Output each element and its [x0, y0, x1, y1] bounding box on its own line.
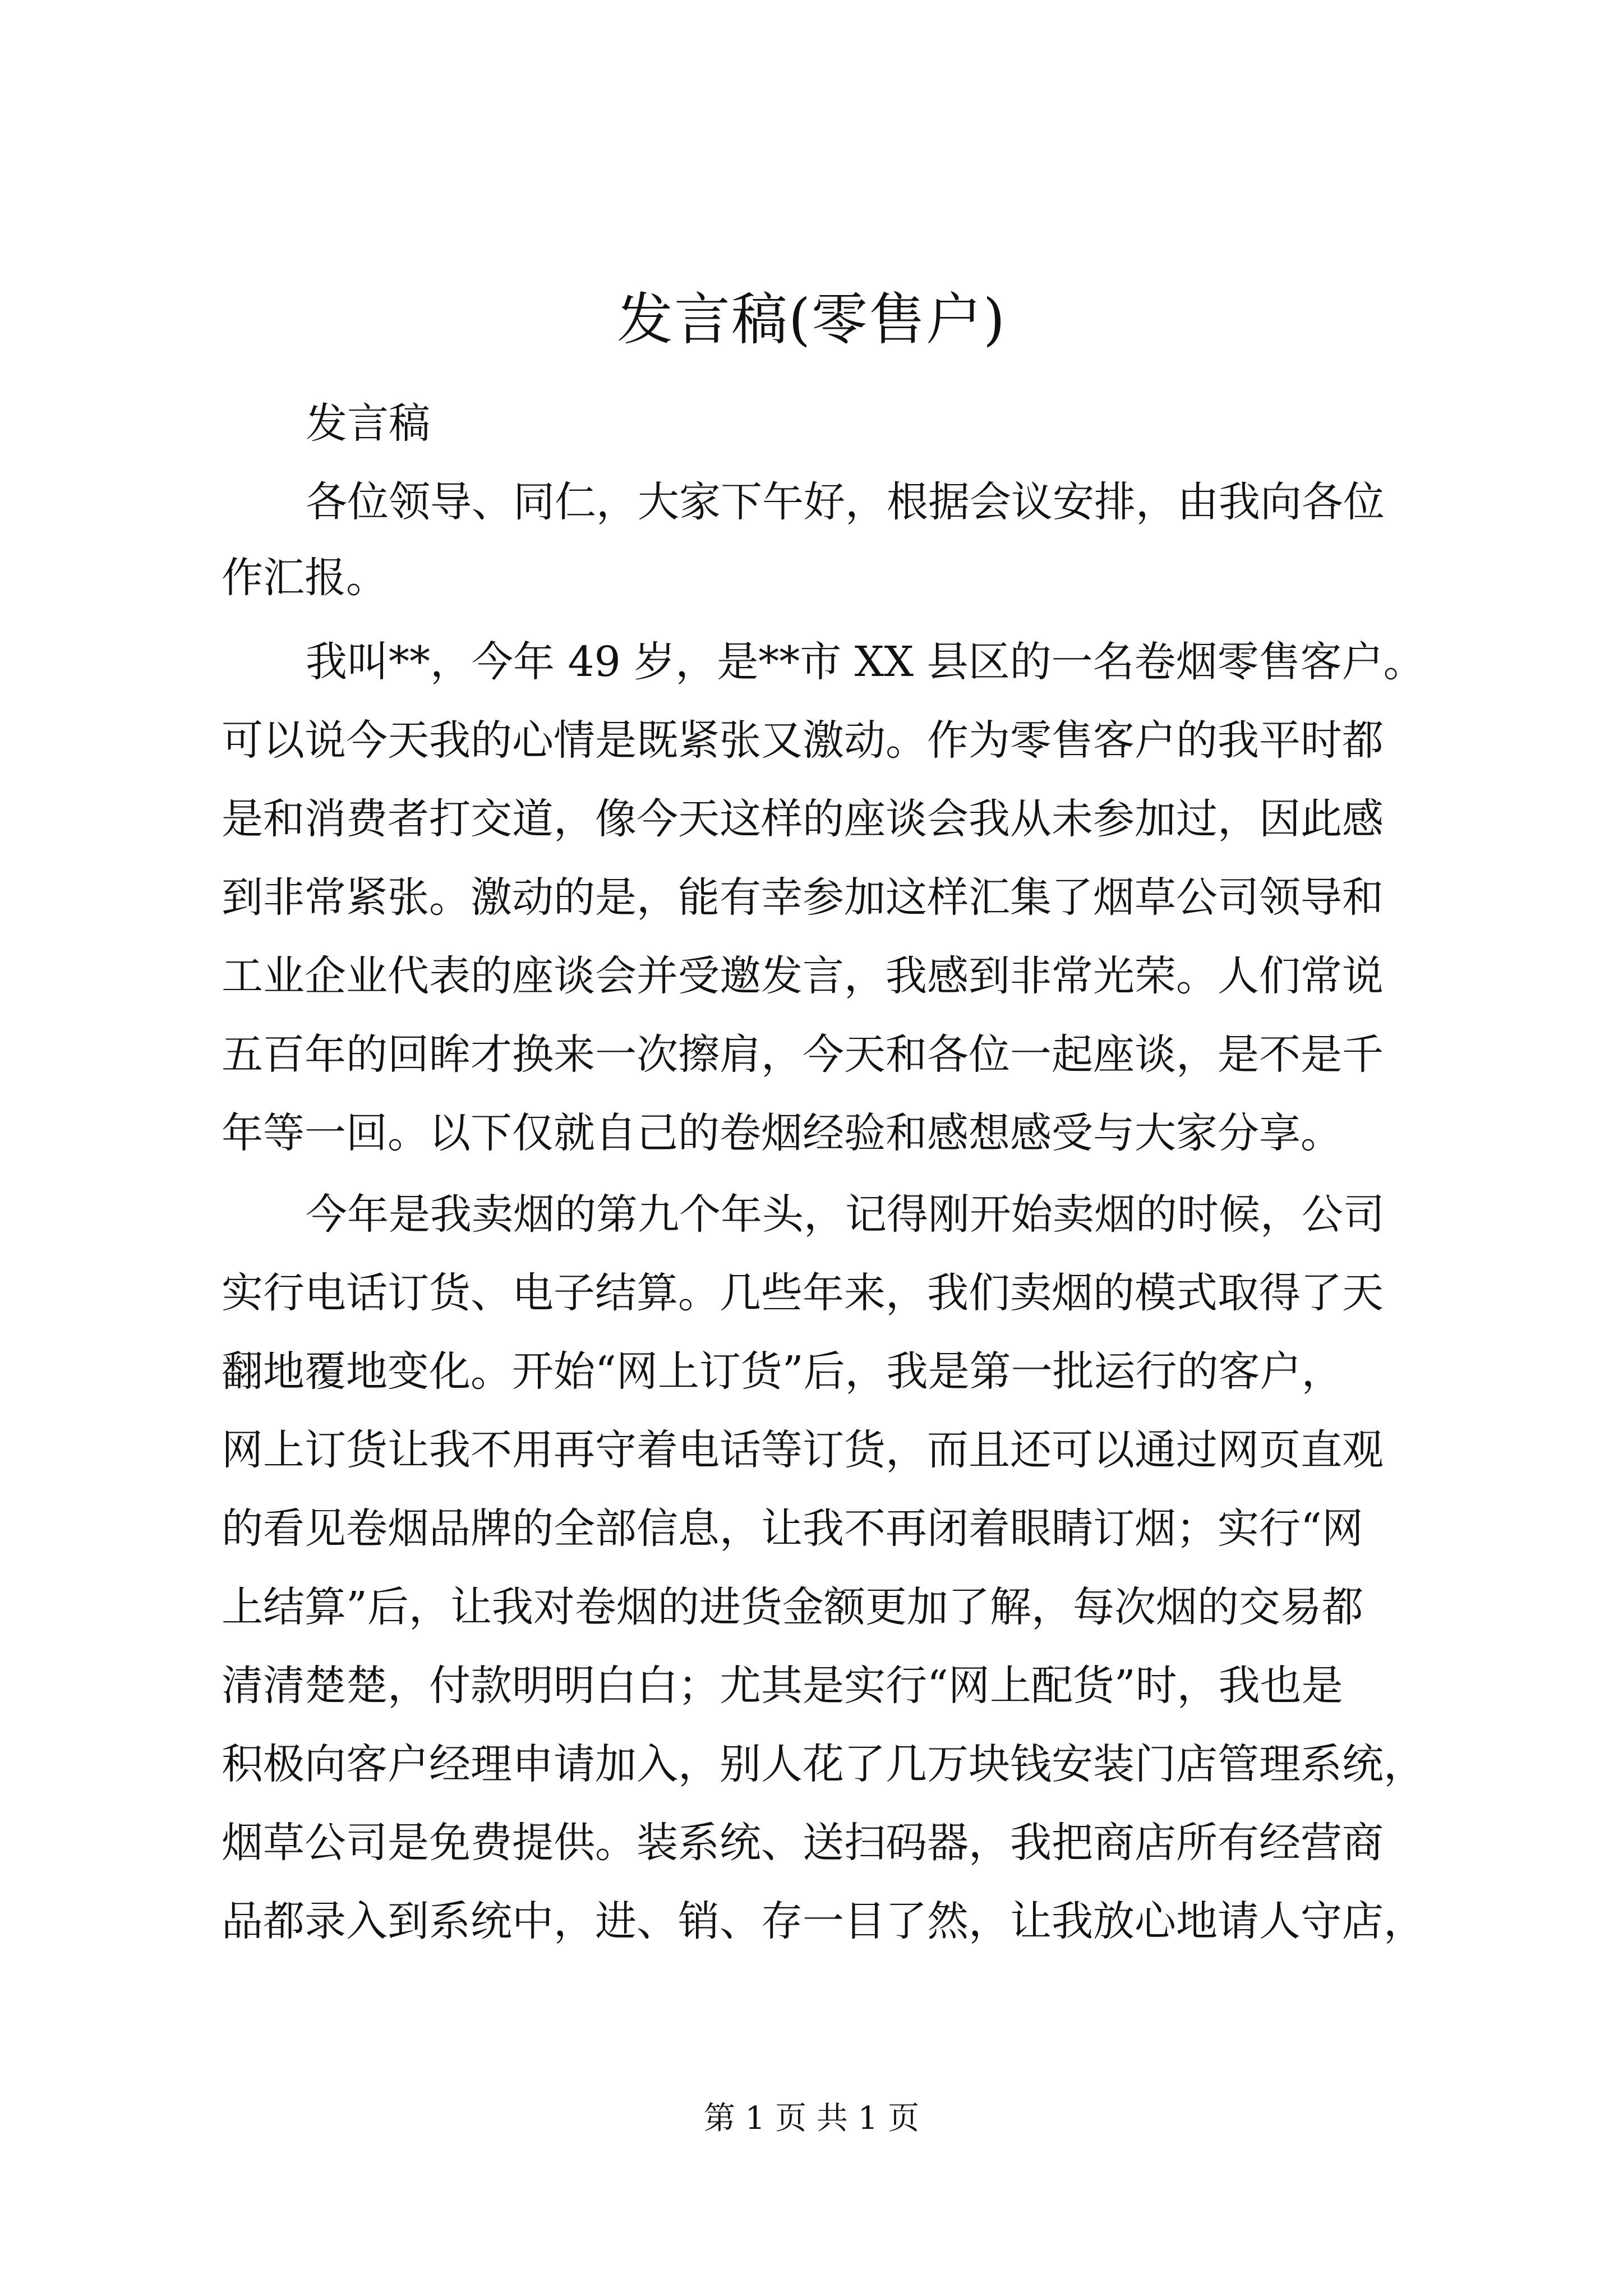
body-line-text: 发言稿 — [306, 399, 430, 448]
body-line-text: 积极向客户经理申请加入，别人花了几万块钱安装门店管理系统， — [222, 1740, 1425, 1788]
body-line-text: 到非常紧张。激动的是，能有幸参加这样汇集了烟草公司领导和 — [222, 873, 1384, 922]
body-line-text: 网上订货让我不用再守着电话等订货，而且还可以通过网页直观 — [222, 1426, 1384, 1474]
body-line-text: 清清楚楚，付款明明白白；尤其是实行“网上配货”时，我也是 — [222, 1662, 1343, 1710]
body-line-text: 的看见卷烟品牌的全部信息，让我不再闭着眼睛订烟；实行“网 — [222, 1504, 1363, 1553]
body-line-text: 品都录入到系统中，进、销、存一目了然，让我放心地请人守店， — [222, 1897, 1425, 1945]
page-footer: 第 1 页 共 1 页 — [703, 2100, 920, 2137]
body-line-text: 各位领导、同仁，大家下午好，根据会议安排，由我向各位 — [306, 478, 1385, 526]
body-line-text: 今年是我卖烟的第九个年头，记得刚开始卖烟的时候，公司 — [306, 1190, 1385, 1239]
body-line-text: 工业企业代表的座谈会并受邀发言，我感到非常光荣。人们常说 — [222, 952, 1384, 1000]
body-line-text: 翻地覆地变化。开始“网上订货”后，我是第一批运行的客户， — [222, 1347, 1343, 1396]
body-line-text: 烟草公司是免费提供。装系统、送扫码器，我把商店所有经营商 — [222, 1819, 1384, 1867]
body-line-text: 五百年的回眸才换来一次擦肩，今天和各位一起座谈，是不是千 — [222, 1030, 1384, 1079]
body-line-text: 可以说今天我的心情是既紧张又激动。作为零售客户的我平时都 — [222, 716, 1384, 765]
body-line-text: 年等一回。以下仅就自己的卷烟经验和感想感受与大家分享。 — [222, 1109, 1342, 1157]
body-line-text: 作汇报。 — [222, 554, 388, 602]
body-line-text: 是和消费者打交道，像今天这样的座谈会我从未参加过，因此感 — [222, 795, 1384, 843]
body-line-text: 我叫**，今年 49 岁，是**市 XX 县区的一名卷烟零售客户。 — [306, 638, 1425, 686]
body-line-text: 上结算”后，让我对卷烟的进货金额更加了解，每次烟的交易都 — [222, 1583, 1363, 1631]
body-line-text: 实行电话订货、电子结算。几些年来，我们卖烟的模式取得了天 — [222, 1269, 1384, 1317]
document-title: 发言稿(零售户) — [616, 287, 1007, 352]
